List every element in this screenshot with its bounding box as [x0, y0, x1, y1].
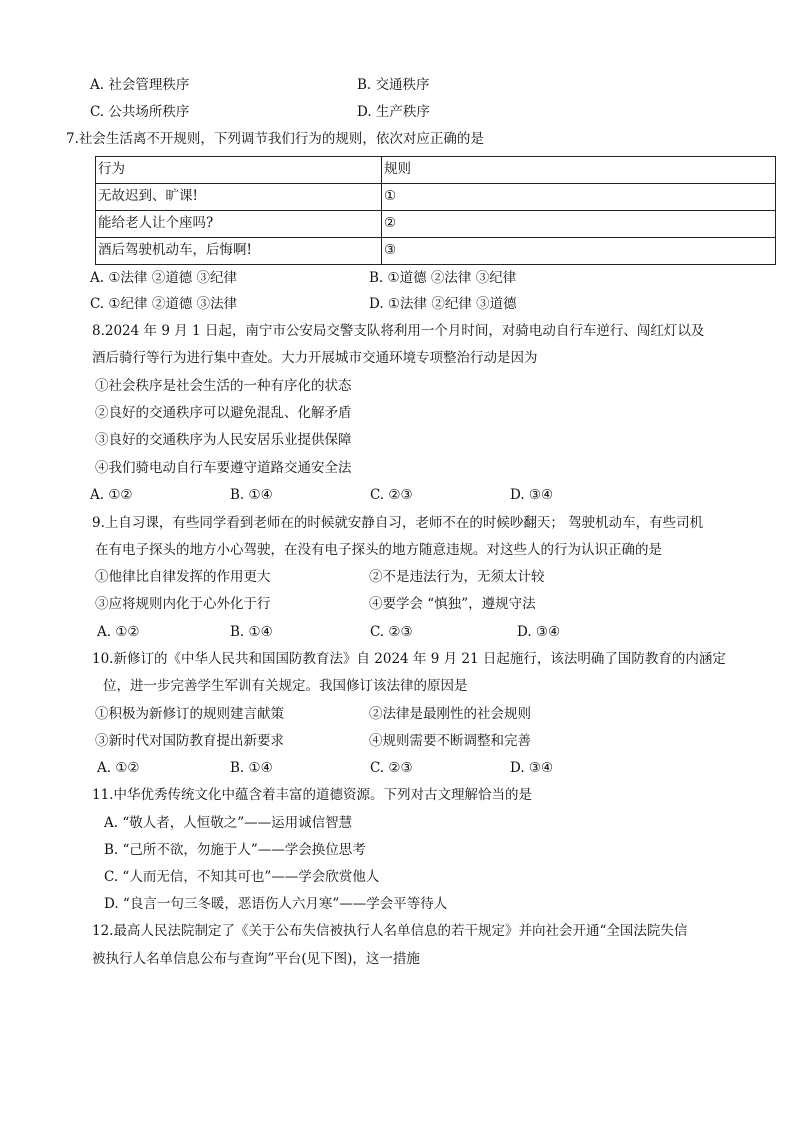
table-cell: ① — [382, 184, 776, 211]
q11-option-b: B. “己所不欲，勿施于人”——学会换位思考 — [104, 842, 366, 858]
table-header-cell: 规则 — [382, 157, 776, 184]
q10-item-3: ③新时代对国防教育提出新要求 — [95, 733, 284, 749]
q10-stem-line1: 10.新修订的《中华人民共和国国防教育法》自 2024 年 9 月 21 日起施行，该法明确了国防教育的内涵定 — [92, 651, 726, 667]
q9-item-2: ②不是违法行为，无须太计较 — [369, 569, 545, 585]
q10-item-1: ①积极为新修订的规则建言献策 — [95, 706, 284, 722]
q8-option-d: D. ③④ — [510, 487, 554, 503]
q7-stem: 7.社会生活离不开规则，下列调节我们行为的规则，依次对应正确的是 — [66, 131, 484, 147]
table-cell: 能给老人让个座吗? — [96, 211, 382, 238]
q8-stem-line1: 8.2024 年 9 月 1 日起，南宁市公安局交警支队将利用一个月时间，对骑电动自行车逆行、闯红灯以及 — [92, 323, 705, 339]
q12-stem-line2: 被执行人名单信息公布与查询”平台(见下图)，这一措施 — [92, 951, 420, 967]
q7-option-c: C. ①纪律 ②道德 ③法律 — [90, 296, 238, 312]
q9-option-b: B. ①④ — [230, 624, 273, 640]
q6-option-c: C. 公共场所秩序 — [90, 104, 190, 120]
q8-item-4: ④我们骑电动自行车要遵守道路交通安全法 — [95, 460, 352, 476]
q8-item-1: ①社会秩序是社会生活的一种有序化的状态 — [95, 378, 352, 394]
q8-option-c: C. ②③ — [370, 487, 413, 503]
q11-option-d: D. “良言一句三冬暖，恶语伤人六月寒”——学会平等待人 — [104, 896, 448, 912]
q8-stem-line2: 酒后骑行等行为进行集中查处。大力开展城市交通环境专项整治行动是因为 — [92, 350, 538, 366]
table-cell: ② — [382, 211, 776, 238]
q10-stem-line2: 位，进一步完善学生军训有关规定。我国修订该法律的原因是 — [103, 678, 468, 694]
q7-option-a: A. ①法律 ②道德 ③纪律 — [90, 270, 238, 286]
q9-item-3: ③应将规则内化于心外化于行 — [95, 596, 271, 612]
table-row — [96, 211, 776, 238]
q9-stem-line1: 9.上自习课，有些同学看到老师在的时候就安静自习，老师不在的时候吵翻天； 驾驶机动车，有些司机 — [92, 515, 704, 531]
q9-option-a: A. ①② — [97, 624, 140, 640]
table-cell: 无故迟到、旷课! — [96, 184, 382, 211]
q7-option-d: D. ①法律 ②纪律 ③道德 — [369, 296, 517, 312]
q9-stem-line2: 在有电子探头的地方小心驾驶，在没有电子探头的地方随意违规。对这些人的行为认识正确的是 — [95, 542, 662, 558]
q10-option-a: A. ①② — [97, 760, 140, 776]
table-row — [96, 184, 776, 211]
q9-item-1: ①他律比自律发挥的作用更大 — [95, 569, 271, 585]
q11-stem: 11.中华优秀传统文化中蕴含着丰富的道德资源。下列对古文理解恰当的是 — [92, 787, 532, 803]
table-row — [96, 238, 776, 265]
q10-option-b: B. ①④ — [230, 760, 273, 776]
q8-item-3: ③良好的交通秩序为人民安居乐业提供保障 — [95, 432, 352, 448]
q6-option-b: B. 交通秩序 — [357, 77, 430, 93]
q10-option-c: C. ②③ — [370, 760, 413, 776]
q10-item-4: ④规则需要不断调整和完善 — [369, 733, 531, 749]
table-header-cell: 行为 — [96, 157, 382, 184]
q8-item-2: ②良好的交通秩序可以避免混乱、化解矛盾 — [95, 405, 352, 421]
table-cell: ③ — [382, 238, 776, 265]
q7-rules-table — [95, 156, 776, 265]
q11-option-c: C. “人而无信，不知其可也”——学会欣赏他人 — [104, 869, 380, 885]
table-header-row — [96, 157, 776, 184]
q6-option-d: D. 生产秩序 — [357, 104, 430, 120]
q10-option-d: D. ③④ — [510, 760, 554, 776]
q9-option-c: C. ②③ — [370, 624, 413, 640]
q11-option-a: A. “敬人者，人恒敬之”——运用诚信智慧 — [104, 815, 353, 831]
q9-option-d: D. ③④ — [517, 624, 561, 640]
q8-option-a: A. ①② — [90, 487, 133, 503]
table-cell: 酒后驾驶机动车，后悔啊! — [96, 238, 382, 265]
q8-option-b: B. ①④ — [230, 487, 273, 503]
q7-option-b: B. ①道德 ②法律 ③纪律 — [369, 270, 517, 286]
q6-option-a: A. 社会管理秩序 — [90, 77, 190, 93]
q12-stem-line1: 12.最高人民法院制定了《关于公布失信被执行人名单信息的若干规定》并向社会开通“全国法院失信 — [92, 923, 688, 939]
q10-item-2: ②法律是最刚性的社会规则 — [369, 706, 531, 722]
q9-item-4: ④要学会 “慎独”，遵规守法 — [369, 596, 536, 612]
